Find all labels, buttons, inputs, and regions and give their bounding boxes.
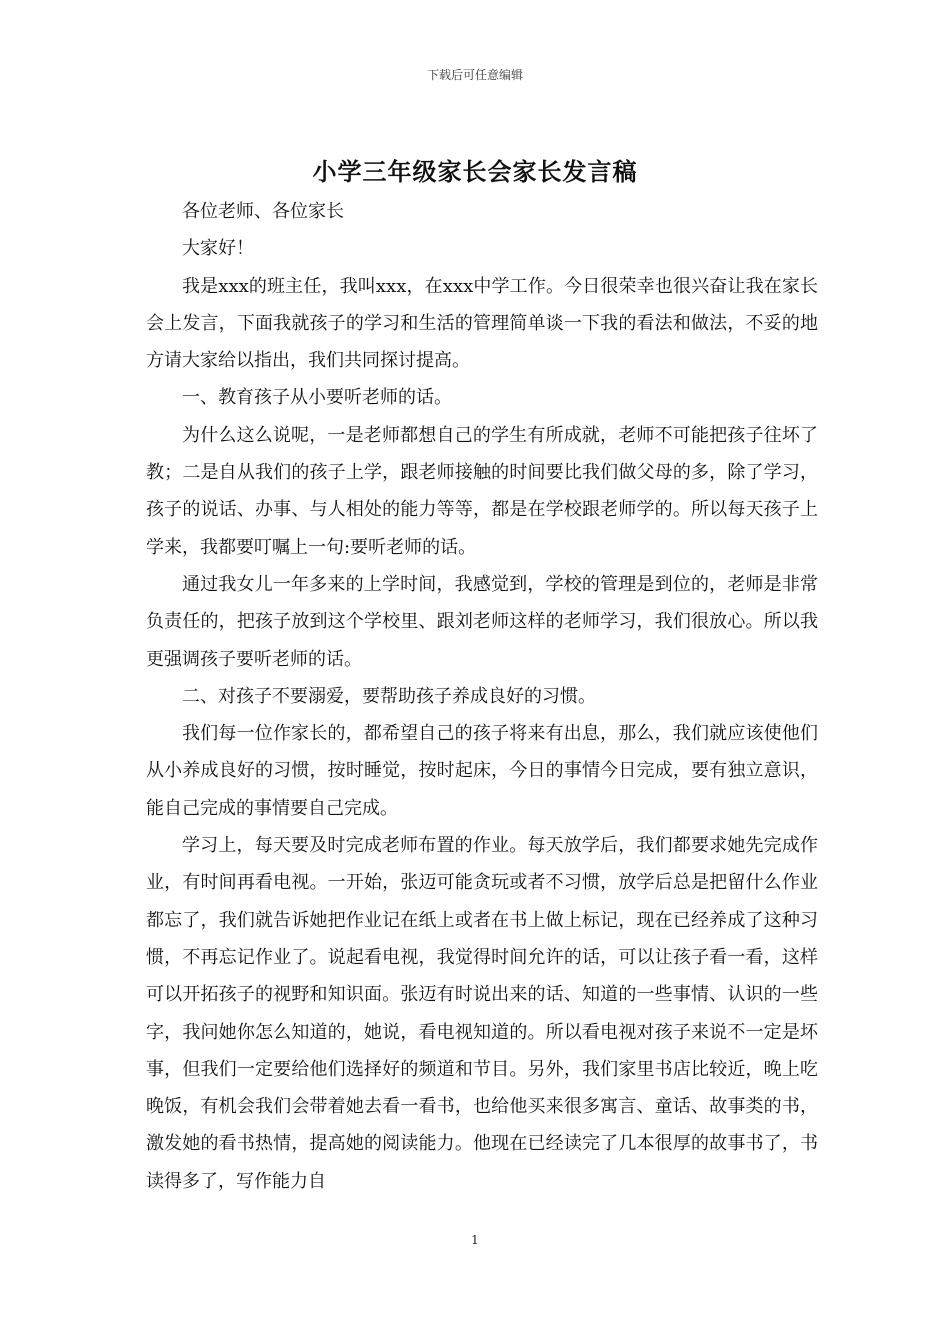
section-heading-2: 二、对孩子不要溺爱，要帮助孩子养成良好的习惯。 [182,685,596,707]
page-number: 1 [471,1233,479,1247]
header-note: 下载后可任意编辑 [426,68,523,82]
paragraph-introduction: 我是xxx的班主任，我叫xxx，在xxx中学工作。今日很荣幸也很兴奋让我在家长会上发言，下面我就孩子的学习和生活的管理简单谈一下我的看法和做法，不妥的地方请大家给以指出，我们共同探讨提高。 [146,275,818,372]
document-body [146,193,818,1200]
paragraph-body: 通过我女儿一年多来的上学时间，我感觉到，学校的管理是到位的，老师是非常负责任的，把孩子放到这个学校里、跟刘老师这样的老师学习，我们很放心。所以我更强调孩子要听老师的话。 [146,573,818,670]
section-heading-1: 一、教育孩子从小要听老师的话。 [182,387,452,409]
paragraph-body: 我们每一位作家长的，都希望自己的孩子将来有出息，那么，我们就应该使他们从小养成良好的习惯，按时睡觉，按时起床，今日的事情今日完成，要有独立意识，能自己完成的事情要自己完成。 [146,723,818,819]
paragraph-body: 为什么这么说呢，一是老师都想自己的学生有所成就，老师不可能把孩子往坏了教；二是自从我们的孩子上学，跟老师接触的时间要比我们做父母的多，除了学习，孩子的说话、办事、与人相处的能力等等，都是在学校跟老师学的。所以每天孩子上学来，我都要叮嘱上一句:要听老师的话。 [146,424,818,558]
paragraph-body: 学习上，每天要及时完成老师布置的作业。每天放学后，我们都要求她先完成作业，有时间再看电视。一开始，张迈可能贪玩或者不习惯，放学后总是把留什么作业都忘了，我们就告诉她把作业记在纸上或者在书上做上标记，现在已经养成了这种习惯，不再忘记作业了。说起看电视，我觉得时间允许的话，可以让孩子看一看，这样可以开拓孩子的视野和知识面。张迈有时说出来的话、知道的一些事情、认识的一些字，我问她你怎么知道的，她说，看电视知道的。所以看电视对孩子来说不一定是坏事，但我们一定要给他们选择好的频道和节目。另外，我们家里书店比较近，晚上吃晚饭，有机会我们会带着她去看一看书，也给他买来很多寓言、童话、故事类的书，激发她的看书热情，提高她的阅读能力。他现在已经读完了几本很厚的故事书了，书读得多了，写作能力自 [146,835,818,1192]
document-title: 小学三年级家长会家长发言稿 [312,157,638,186]
paragraph-salutation: 各位老师、各位家长 [182,201,344,222]
paragraph-greeting: 大家好！ [182,238,254,260]
